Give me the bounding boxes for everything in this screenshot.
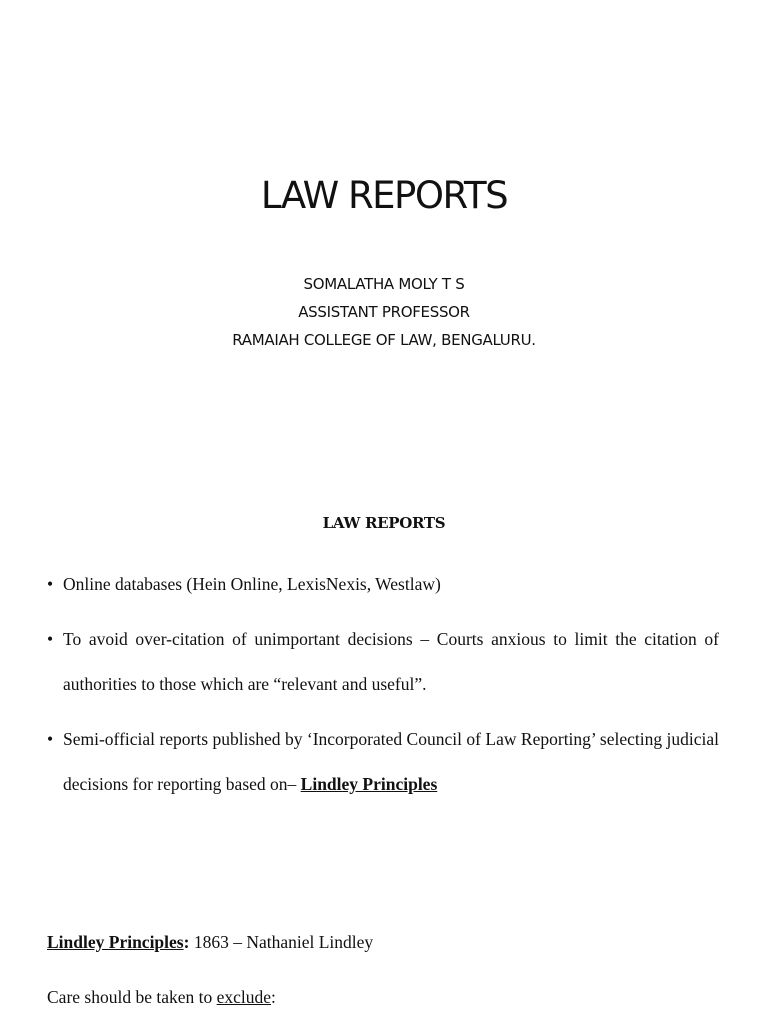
lindley-principles-text: 1863 – Nathaniel Lindley [189,932,374,952]
author-name: SOMALATHA MOLY T S [303,275,465,293]
lindley-principles-line [47,928,373,956]
bullet-item [47,617,719,708]
lindley-principles-reference: Lindley Principles [300,774,438,794]
author-designation: ASSISTANT PROFESSOR [298,303,470,321]
bullet-text-body: Semi-official reports published by ‘Incorporated Council of Law Reporting’ selecting judicial decisions for reporting based on– [63,728,719,794]
author-institution: RAMAIAH COLLEGE OF LAW, BENGALURU. [232,331,536,349]
bullet-item [47,562,719,608]
bullet-list [47,562,719,817]
bullet-text: Online databases (Hein Online, LexisNexis, Westlaw) [63,574,441,594]
lindley-colon: : [183,932,190,952]
bullet-text [63,717,719,808]
care-emphasis: exclude [216,987,272,1007]
lindley-principles-label: Lindley Principles [47,932,184,952]
bullet-item [47,717,719,808]
care-suffix: : [271,987,276,1007]
bullet-dot: • [47,628,54,649]
slide-title: LAW REPORTS [260,174,508,217]
bullet-dot: • [47,728,54,749]
bullet-text: To avoid over-citation of unimportant decisions – Courts anxious to limit the citation of authorities to those which are “relevant and useful”. [63,628,719,694]
author-block [0,270,768,354]
bullet-dot: • [47,574,54,594]
section-heading: LAW REPORTS [322,514,446,532]
care-line [47,983,276,1011]
care-prefix: Care should be taken to [47,987,217,1007]
